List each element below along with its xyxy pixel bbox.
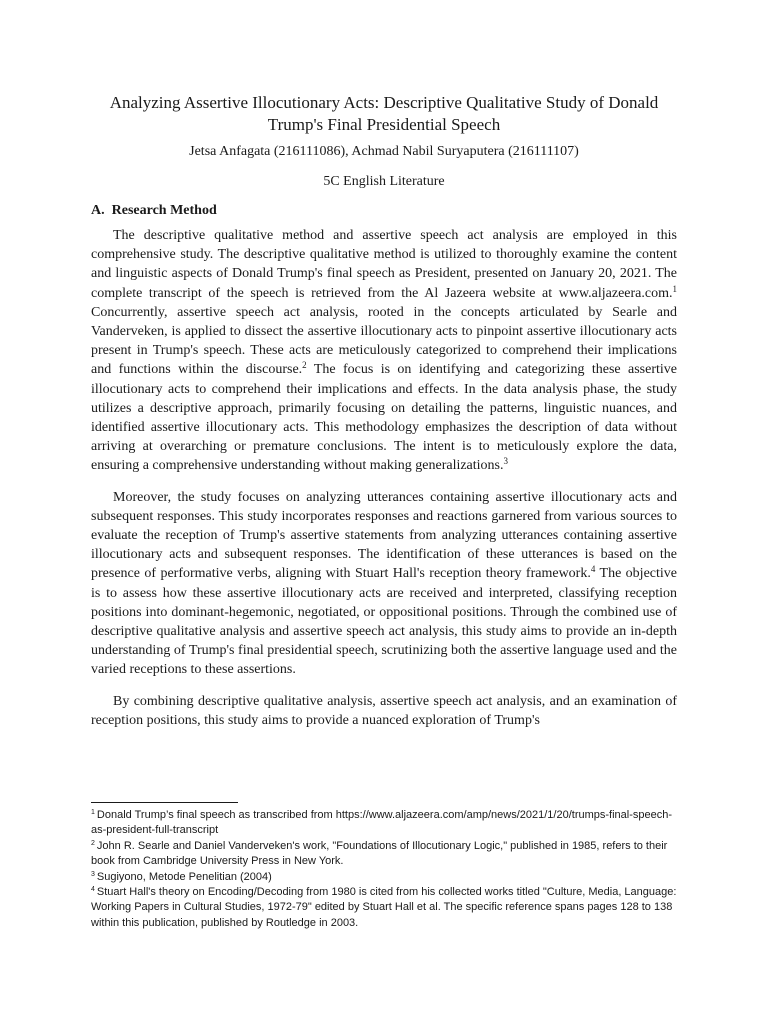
footnote-text: Sugiyono, Metode Penelitian (2004) [96, 870, 272, 883]
paragraph-3 [91, 692, 677, 730]
paragraph-text: Concurrently, assertive speech act analysis, rooted in the concepts articulated by Searle and Vanderveken, is applied to dissect the assertive illocutionary acts to pinpoint assertive illocutionary acts present in Trump's speech. These acts are meticulously categorized to comprehend their implications and functions within the discourse. [91, 304, 677, 378]
paragraph-2 [91, 488, 677, 680]
class-line: 5C English Literature [323, 174, 445, 189]
document-page [91, 92, 677, 730]
paper-title: Analyzing Assertive Illocutionary Acts: Descriptive Qualitative Study of Donald Trump's Final Presidential Speech [109, 93, 659, 134]
footnote-4 [91, 885, 677, 931]
section-heading [91, 202, 677, 220]
footnote-number: 2 [91, 839, 95, 847]
section-title: Research Method [111, 203, 217, 218]
footnote-number: 4 [91, 886, 95, 894]
footnote-2 [91, 839, 677, 870]
paragraph-text: The objective is to assess how these assertive illocutionary acts are received and interpreted, classifying reception positions into dominant-hegemonic, negotiated, or oppositional positions. Through the combined use of descriptive qualitative analysis and assertive speech act analysis, this study aims to provide an in-depth understanding of Trump's final presidential speech, scrutinizing both the assertive language used and the varied receptions to these assertions. [91, 566, 677, 678]
footnote-ref-3[interactable]: 3 [503, 456, 509, 467]
footnote-ref-1[interactable]: 1 [672, 283, 677, 294]
section-letter: A. [91, 203, 105, 218]
footnote-text: Donald Trump’s final speech as transcribed from https://www.aljazeera.com/amp/news/2021/1/20/trumps-final-speech-as-president-full-transcript [91, 809, 673, 837]
footnote-number: 1 [91, 809, 95, 816]
paragraph-text: The descriptive qualitative method and assertive speech act analysis are employed in this comprehensive study. The descriptive qualitative method is utilized to thoroughly examine the content and linguistic aspects of Donald Trump's final speech as President, presented on January 20, 2021. The complete transcript of the speech is retrieved from the Al Jazeera website at www.aljazeera.com. [91, 228, 677, 301]
paragraph-text: The focus is on identifying and categorizing these assertive illocutionary acts to comprehend their implications and effects. In the data analysis phase, the study utilizes a descriptive approach, primarily focusing on detailing the patterns, linguistic nuances, and identified assertive illocutionary acts. This methodology emphasizes the description of data without arriving at overarching or premature conclusions. The intent is to meticulously explore the data, ensuring a comprehensive understanding without making generalizations. [91, 362, 677, 474]
footnote-3 [91, 870, 677, 885]
footnote-number: 3 [91, 870, 95, 878]
footnote-text: John R. Searle and Daniel Vanderveken's work, "Foundations of Illocutionary Logic," published in 1985, refers to their book from Cambridge University Press in New York. [91, 839, 668, 868]
paragraph-1 [91, 226, 677, 476]
footnote-text: Stuart Hall's theory on Encoding/Decoding from 1980 is cited from his collected works titled "Culture, Media, Language: Working Papers in Cultural Studies, 1972-79" edited by Stuart Hall et al. The specific reference spans pages 128 to 138 within this publication, published by Routledge in 2003. [91, 886, 677, 929]
footnotes [91, 808, 677, 931]
footnote-ref-2[interactable]: 2 [302, 360, 307, 371]
paragraph-text: By combining descriptive qualitative analysis, assertive speech act analysis, and an examination of reception positions, this study aims to provide a nuanced exploration of Trump's [91, 693, 677, 728]
footnote-ref-4[interactable]: 4 [590, 564, 596, 575]
paragraph-text: Moreover, the study focuses on analyzing utterances containing assertive illocutionary acts and subsequent responses. This study incorporates responses and reactions garnered from various sources to evaluate the reception of Trump's assertive statements from analyzing utterances containing assertive illocutionary acts and subsequent responses. The identification of these utterances is based on the presence of performative verbs, aligning with Stuart Hall's reception theory framework. [91, 489, 677, 582]
footnote-separator [91, 802, 238, 803]
author-line: Jetsa Anfagata (216111086), Achmad Nabil Suryaputera (216111107) [189, 144, 579, 159]
footnote-1 [91, 808, 677, 839]
